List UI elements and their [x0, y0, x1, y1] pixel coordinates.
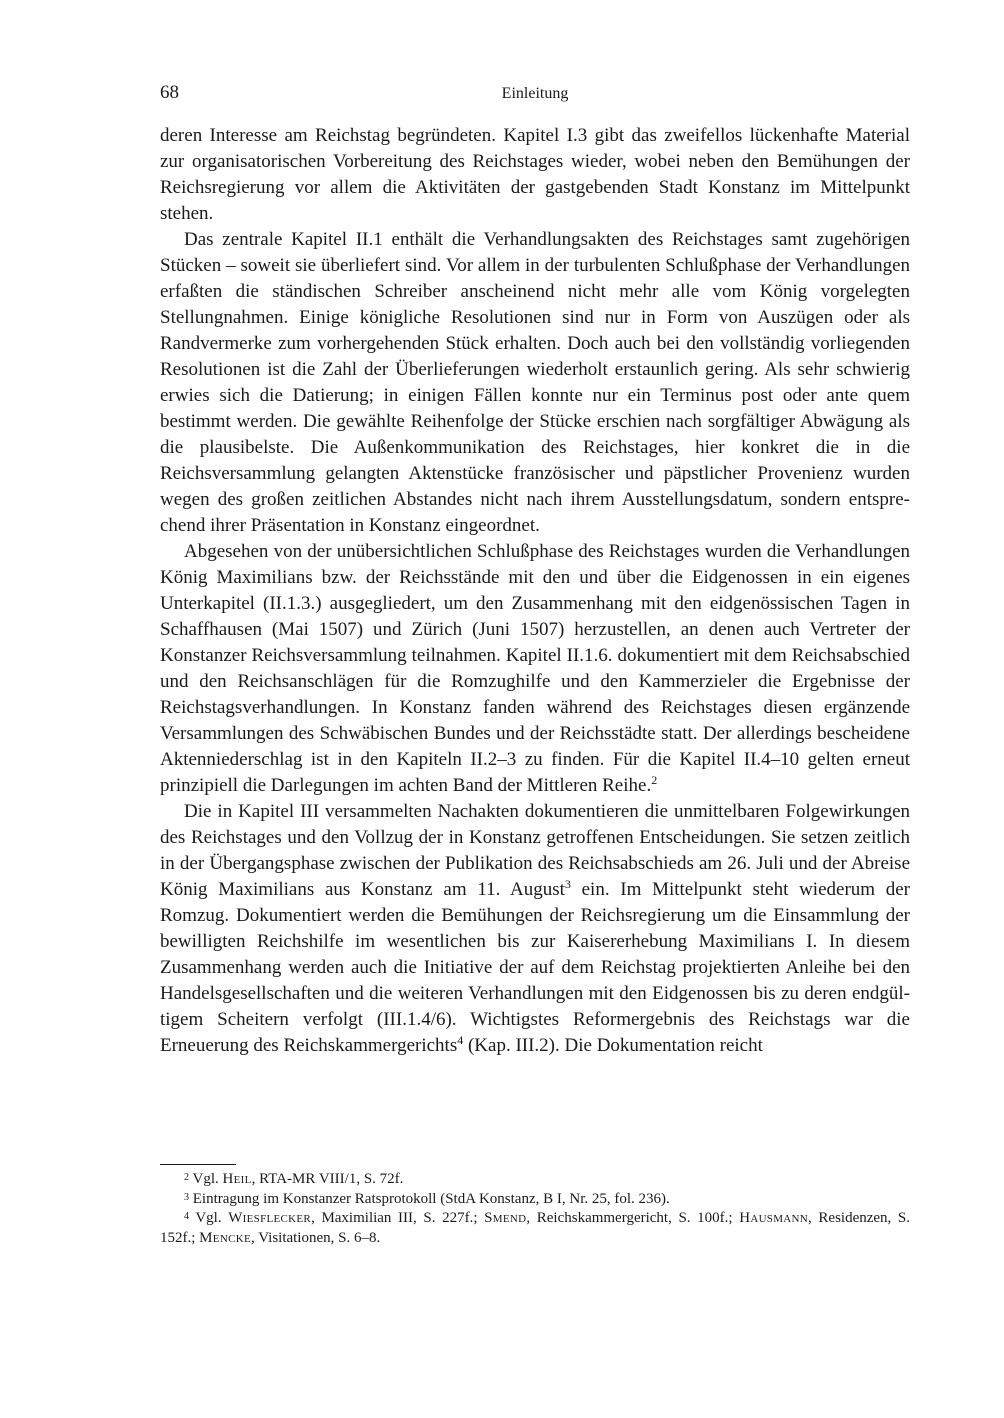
footnote-text: , RTA-MR VIII/1, S. 72f. — [251, 1171, 404, 1187]
body-text — [160, 123, 910, 1059]
paragraph-4-text-c: (Kap. III.2). Die Dokumentation reicht — [463, 1035, 763, 1056]
footnote-rule — [160, 1164, 236, 1165]
paragraph-1: deren Interesse am Reichstag begründeten. Kapitel I.3 gibt das zweifellos lückenhafte Material zur organisatorischen Vorbereitung des Reichstages wieder, wobei neben den Bemühungen der Reichsregierung vor allem die Aktivitäten der gastgebenden Stadt Konstanz im Mittelpunkt stehen. — [160, 125, 910, 224]
footnotes — [160, 1170, 910, 1248]
footnote-ref-2[interactable]: 2 — [651, 773, 658, 787]
footnote-3 — [160, 1190, 910, 1210]
footnote-text: , Reichskammergericht, S. 100f.; — [526, 1210, 740, 1226]
running-head: Einleitung — [501, 85, 569, 102]
footnote-4 — [160, 1209, 910, 1248]
footnote-2 — [160, 1170, 910, 1190]
footnote-ref-3[interactable]: 3 — [564, 877, 571, 891]
page-number: 68 — [160, 82, 179, 103]
paragraph-4-text-a: Die in Kapitel III versammelten Nachakten dokumentieren die unmittelbaren Folgewirkungen des Reichstages und den Vollzug der in Konstanz getroffenen Entscheidungen. Sie setzen zeitlich in der Übergangsphase zwischen der Publikation des Reichsabschieds am 26. Juli und der Abreise König Maximilians aus Konstanz am 11. August — [160, 801, 910, 900]
footnote-ref-4[interactable]: 4 — [457, 1033, 464, 1047]
footnote-text: Vgl. — [195, 1210, 229, 1226]
paragraph-3 — [160, 539, 910, 799]
footnote-text: Vgl. — [192, 1171, 223, 1187]
footnote-text: Eintragung im Konstanzer Ratsprotokoll (StdA Konstanz, B I, Nr. 25, fol. 236). — [192, 1190, 670, 1207]
footnote-text: , Visitationen, S. 6–8. — [250, 1229, 381, 1246]
paragraph-3-text: Abgesehen von der unübersichtlichen Schlußphase des Reichstages wurden die Verhandlungen König Maximilians bzw. der Reichsstände mit den und über die Eidgenossen in ein eigenes Unterkapitel (II.1.3.) ausgegliedert, um den Zusammenhang mit den eidgenössischen Tagen in Schaffhausen (Mai 1507) und Zürich (Juni 1507) herzustellen, an denen auch Vertreter der Konstanzer Reichsversammlung teilnahmen. Kapitel II.1.6. dokumentiert mit dem Reichsabschied und den Reichsanschlägen für die Romzughilfe und den Kammerzieler die Ergebnisse der Reichstagsverhandlungen. In Konstanz fanden während des Reichstages diesen ergänzende Versammlungen des Schwäbischen Bundes und der Reichsstädte statt. Der allerdings bescheidene Aktenniederschlag ist in den Kapiteln II.2–3 zu finden. Für die Kapitel II.4–10 gelten erneut prinzipiell die Darlegungen im achten Band der Mittleren Reihe. — [160, 541, 910, 796]
paragraph-4 — [160, 799, 910, 1059]
author-name: Mencke — [199, 1229, 251, 1246]
author-name: Heil — [222, 1171, 252, 1187]
author-name: Hausmann — [739, 1210, 809, 1226]
footnote-number: 3 — [184, 1191, 189, 1203]
paragraph-4-text-b: ein. Im Mittelpunkt steht wiederum der Romzug. Dokumentiert werden die Bemühungen der Reichsregierung um die Einsammlung der bewilligten Reichshilfe im wesentlichen bis zur Kaisererhebung Maximilians I. In diesem Zusammenhang werden auch die Initiative der auf dem Reichstag projektierten Anleihe bei den Handelsgesellschaften und die weiteren Verhandlungen mit den Eidgenossen bis zu deren endgültigem Scheitern verfolgt (III.1.4/6). Wichtigstes Reformergebnis des Reichstags war die Erneuerung des Reichskammergerichts — [160, 879, 910, 1056]
footnote-text: , Maximilian III, S. 227f.; — [311, 1210, 485, 1226]
footnote-text: , Residenzen, S. 152f.; — [160, 1210, 911, 1246]
footnote-number: 2 — [184, 1172, 189, 1183]
author-name: Smend — [484, 1210, 527, 1226]
footnote-number: 4 — [184, 1211, 189, 1222]
author-name: Wiesflecker — [228, 1210, 312, 1226]
paragraph-2: Das zentrale Kapitel II.1 enthält die Verhandlungsakten des Reichstages samt zugehörigen Stücken – soweit sie überliefert sind. Vor allem in der turbulenten Schlußphase der Verhandlungen erfaßten die ständischen Schreiber anscheinend nicht mehr alle vom König vorgelegten Stellungnahmen. Einige königliche Resolutionen sind nur in Form von Auszügen oder als Randvermerke zum vorhergehenden Stück erhalten. Doch auch bei den vollständig vorliegenden Resolutionen ist die Zahl der Überlieferungen wiederholt erstaunlich gering. Als sehr schwierig erwies sich die Datierung; in einigen Fällen konnte nur ein Terminus post oder ante quem bestimmt werden. Die gewählte Reihenfolge der Stücke erschien nach sorgfältiger Abwägung als die plausibelste. Die Außenkommunikation des Reichstages, hier konkret die in die Reichsversammlung gelangten Aktenstücke französischer und päpstlicher Provenienz wurden wegen des großen zeitlichen Abstandes nicht nach ihrem Ausstellungsdatum, sondern entsprechend ihrer Präsentation in Konstanz eingeordnet. — [160, 229, 910, 536]
